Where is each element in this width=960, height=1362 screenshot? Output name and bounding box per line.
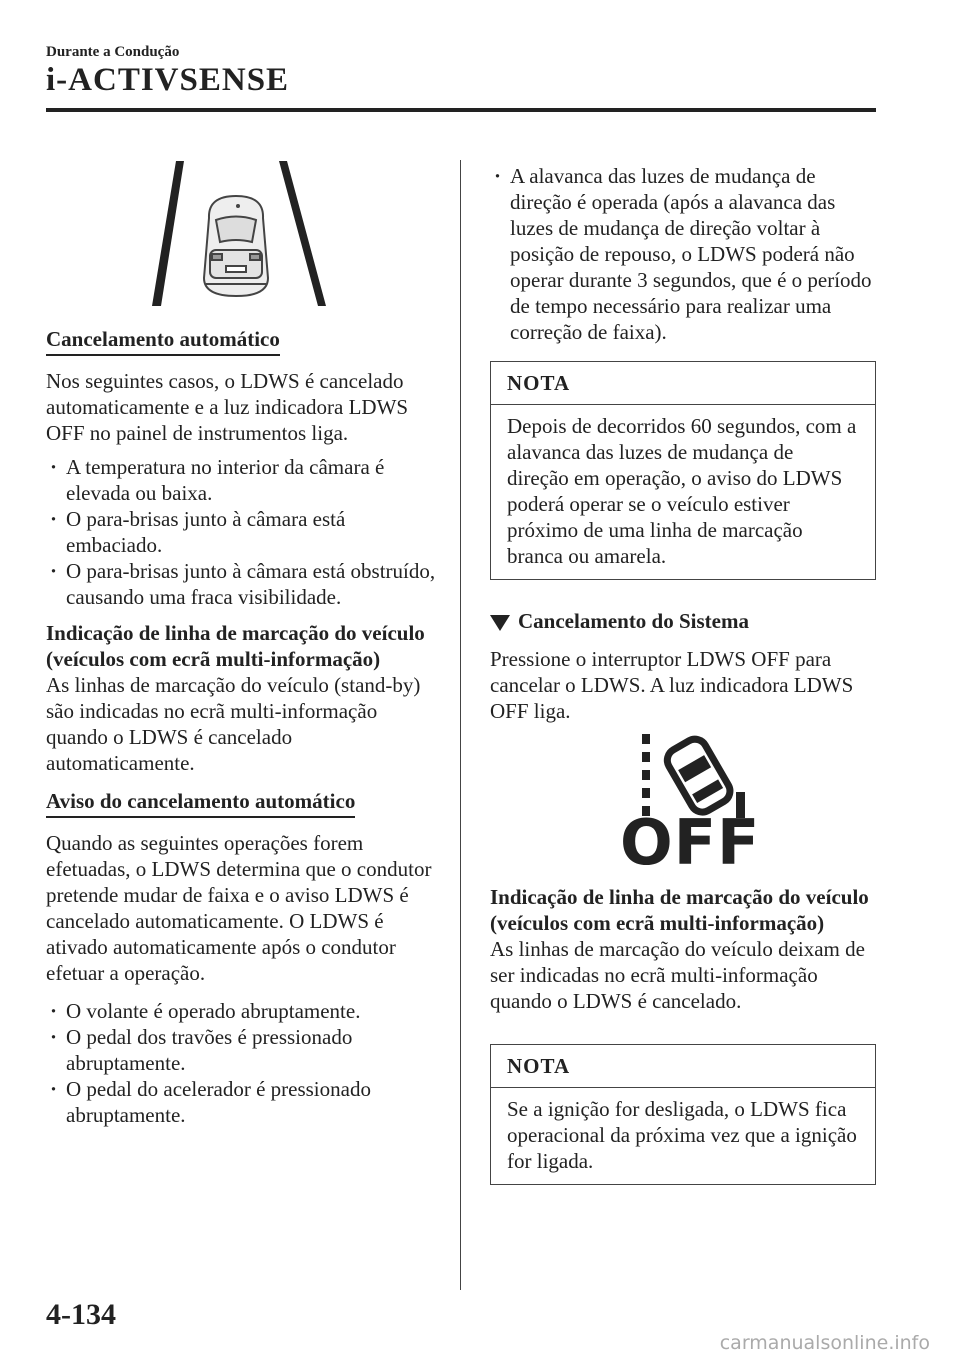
list-item: · O para-brisas junto à câmara está obstruído, causando uma fraca visibilidade. [46, 558, 436, 610]
display-text-left: As linhas de marcação do veículo (stand-by) são indicadas no ecrã multi-informação quando o LDWS é cancelado automaticamente. [46, 673, 421, 775]
note-title: NOTA [491, 362, 875, 405]
right-column [490, 163, 876, 1185]
header-section: Durante a Condução [46, 44, 180, 60]
warning-cancel-heading: Aviso do cancelamento automático [46, 788, 355, 818]
list-item: · O pedal do acelerador é pressionado abruptamente. [46, 1076, 436, 1128]
system-cancel-heading-row [490, 608, 876, 634]
note-body: Se a ignição for desligada, o LDWS fica operacional da próxima vez que a ignição for ligada. [507, 1097, 857, 1173]
auto-cancel-list [46, 454, 436, 610]
list-item: · O pedal dos travões é pressionado abruptamente. [46, 1024, 436, 1076]
list-item: · O para-brisas junto à câmara está embaciado. [46, 506, 436, 558]
auto-cancel-heading: Cancelamento automático [46, 326, 280, 356]
note-title: NOTA [491, 1045, 875, 1088]
list-item: · O volante é operado abruptamente. [46, 998, 436, 1024]
note-box [490, 361, 876, 580]
left-column [46, 158, 436, 1128]
list-item: · A alavanca das luzes de mudança de direção é operada (após a alavanca das luzes de mudança de direção voltar à posição de repouso, o LDWS poderá não operar durante 3 segundos, que é o período de tempo necessário para realizar uma correção de faixa). [490, 163, 876, 345]
system-cancel-text: Pressione o interruptor LDWS OFF para cancelar o LDWS. A luz indicadora LDWS OFF liga. [490, 647, 854, 723]
off-label: OFF [620, 806, 761, 879]
display-text-right: As linhas de marcação do veículo deixam de ser indicadas no ecrã multi-informação quando o LDWS é cancelado. [490, 937, 865, 1013]
ldws-off-icon [490, 730, 876, 880]
column-divider [460, 160, 461, 1290]
auto-cancel-intro: Nos seguintes casos, o LDWS é cancelado automaticamente e a luz indicadora LDWS OFF no painel de instrumentos liga. [46, 369, 409, 445]
note-body: Depois de decorridos 60 segundos, com a alavanca das luzes de mudança de direção em operação, o aviso do LDWS poderá operar se o veículo estiver próximo de uma linha de marcação branca ou amarela. [507, 414, 857, 568]
watermark: carmanualsonline.info [719, 1332, 930, 1354]
car-lane-illustration [46, 158, 436, 308]
page-number: 4-134 [46, 1298, 116, 1331]
display-heading-right: Indicação de linha de marcação do veículo (veículos com ecrã multi-informação) [490, 885, 869, 935]
page-title: i-ACTIVSENSE [46, 62, 290, 98]
system-cancel-heading: Cancelamento do Sistema [518, 609, 749, 633]
display-heading-left: Indicação de linha de marcação do veículo (veículos com ecrã multi-informação) [46, 621, 425, 671]
car-rear-icon [204, 196, 268, 296]
warning-cancel-intro: Quando as seguintes operações forem efetuadas, o LDWS determina que o condutor pretende mudar de faixa e o aviso LDWS é cancelado automaticamente. O LDWS é ativado automaticamente após o condutor efetuar a operação. [46, 831, 432, 985]
note-box [490, 1044, 876, 1185]
list-item: · A temperatura no interior da câmara é elevada ou baixa. [46, 454, 436, 506]
header-rule [46, 108, 876, 112]
triangle-down-icon [490, 615, 510, 631]
turn-signal-list [490, 163, 876, 345]
warning-cancel-list [46, 998, 436, 1128]
